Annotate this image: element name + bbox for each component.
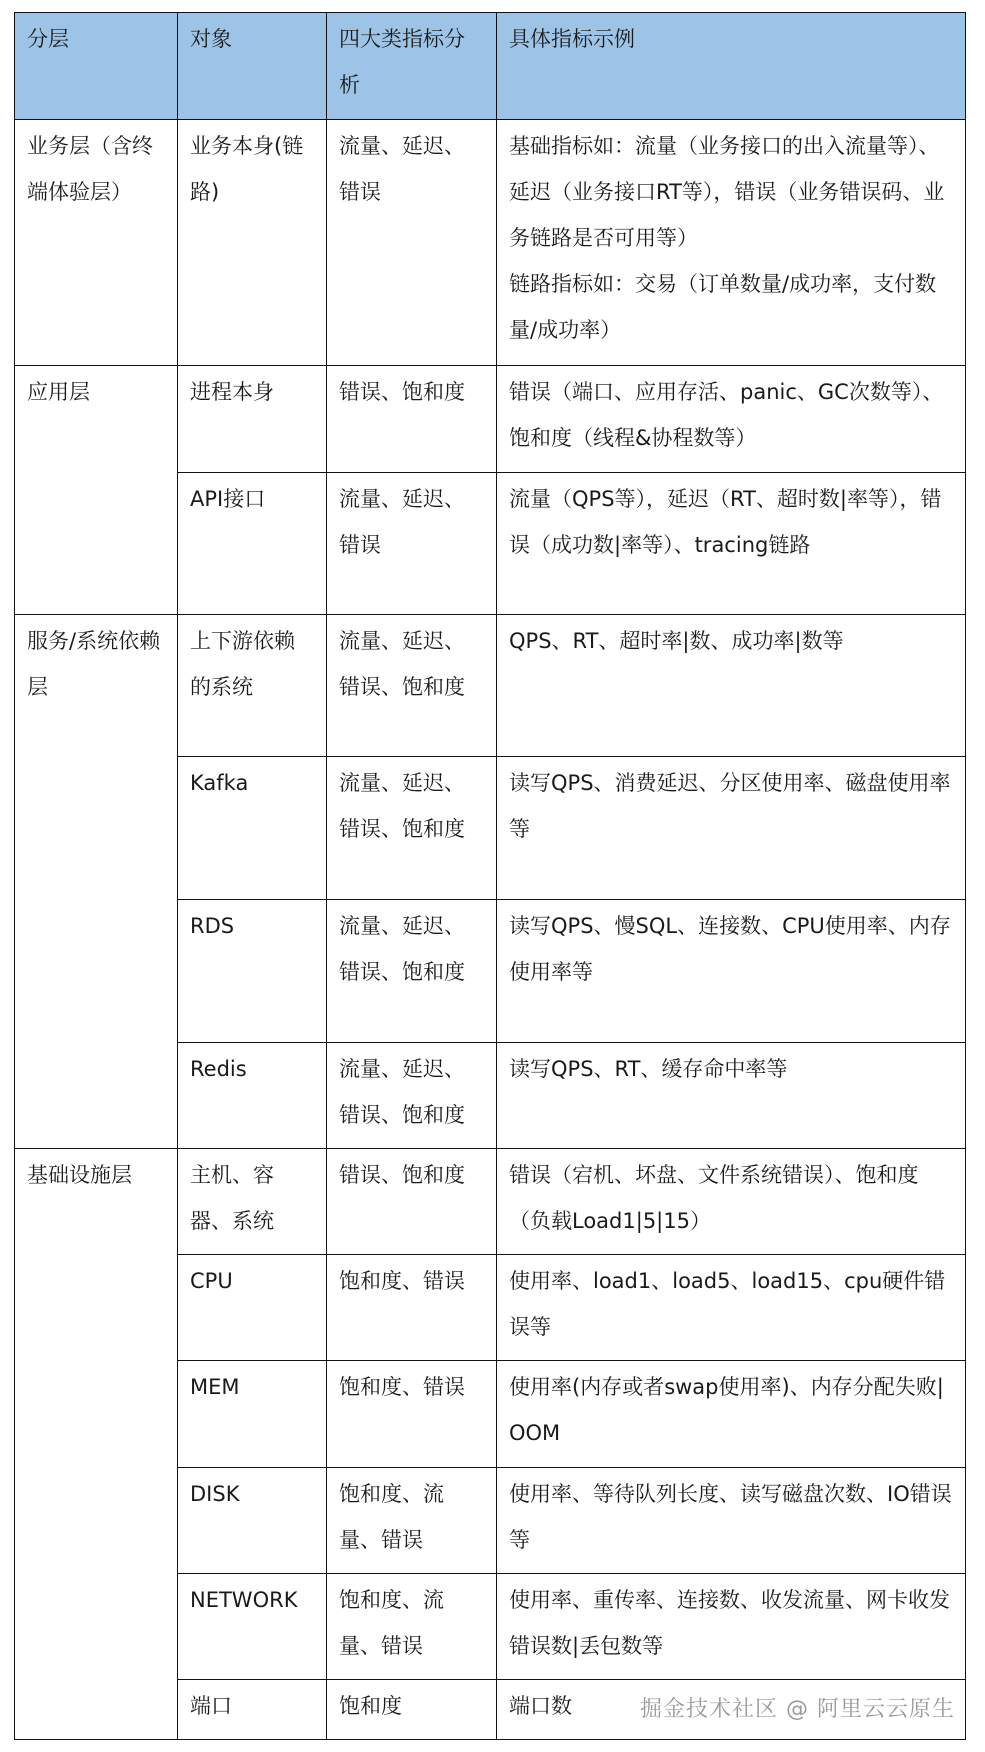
metrics-table	[14, 12, 966, 1740]
categories-cell: 饱和度、流量、错误	[327, 1574, 497, 1680]
table-row	[15, 120, 966, 366]
object-cell: CPU	[178, 1255, 327, 1361]
object-cell: 上下游依赖的系统	[178, 615, 327, 757]
categories-cell: 饱和度、错误	[327, 1255, 497, 1361]
header-object: 对象	[178, 13, 327, 120]
object-cell: MEM	[178, 1361, 327, 1468]
examples-cell: 使用率、load1、load5、load15、cpu硬件错误等	[497, 1255, 966, 1361]
object-cell: 业务本身(链路)	[178, 120, 327, 366]
table-row	[15, 366, 966, 473]
categories-cell: 流量、延迟、错误	[327, 120, 497, 366]
categories-cell: 流量、延迟、错误、饱和度	[327, 615, 497, 757]
examples-chain: 链路指标如：交易（订单数量/成功率，支付数量/成功率）	[509, 272, 937, 342]
examples-cell: 错误（宕机、坏盘、文件系统错误）、饱和度（负载Load1|5|15）	[497, 1149, 966, 1255]
header-row	[15, 13, 966, 120]
examples-cell: 流量（QPS等），延迟（RT、超时数|率等），错误（成功数|率等）、tracing链路	[497, 473, 966, 615]
object-cell: 进程本身	[178, 366, 327, 473]
header-categories: 四大类指标分析	[327, 13, 497, 120]
layer-cell: 服务/系统依赖层	[15, 615, 178, 1149]
object-cell: RDS	[178, 900, 327, 1043]
object-cell: API接口	[178, 473, 327, 615]
header-examples: 具体指标示例	[497, 13, 966, 120]
examples-cell: 读写QPS、慢SQL、连接数、CPU使用率、内存使用率等	[497, 900, 966, 1043]
categories-cell: 饱和度、流量、错误	[327, 1468, 497, 1574]
examples-cell: 读写QPS、RT、缓存命中率等	[497, 1043, 966, 1149]
examples-cell: 使用率(内存或者swap使用率)、内存分配失败|OOM	[497, 1361, 966, 1468]
layer-cell: 基础设施层	[15, 1149, 178, 1740]
layer-cell: 业务层（含终端体验层）	[15, 120, 178, 366]
categories-cell: 流量、延迟、错误、饱和度	[327, 1043, 497, 1149]
categories-cell: 流量、延迟、错误、饱和度	[327, 757, 497, 900]
categories-cell: 错误、饱和度	[327, 1149, 497, 1255]
examples-cell: 错误（端口、应用存活、panic、GC次数等）、饱和度（线程&协程数等）	[497, 366, 966, 473]
table-row	[15, 1149, 966, 1255]
object-cell: NETWORK	[178, 1574, 327, 1680]
object-cell: DISK	[178, 1468, 327, 1574]
examples-cell	[497, 120, 966, 366]
watermark: 掘金技术社区 @ 阿里云云原生	[640, 1697, 955, 1722]
table-row	[15, 615, 966, 757]
categories-cell: 流量、延迟、错误、饱和度	[327, 900, 497, 1043]
object-cell: 主机、容器、系统	[178, 1149, 327, 1255]
categories-cell: 流量、延迟、错误	[327, 473, 497, 615]
categories-cell: 错误、饱和度	[327, 366, 497, 473]
examples-cell: QPS、RT、超时率|数、成功率|数等	[497, 615, 966, 757]
layer-cell: 应用层	[15, 366, 178, 615]
examples-cell: 使用率、等待队列长度、读写磁盘次数、IO错误等	[497, 1468, 966, 1574]
examples-cell: 使用率、重传率、连接数、收发流量、网卡收发错误数|丢包数等	[497, 1574, 966, 1680]
examples-cell: 读写QPS、消费延迟、分区使用率、磁盘使用率等	[497, 757, 966, 900]
header-layer: 分层	[15, 13, 178, 120]
object-cell: 端口	[178, 1680, 327, 1740]
object-cell: Redis	[178, 1043, 327, 1149]
examples-basic: 基础指标如：流量（业务接口的出入流量等）、延迟（业务接口RT等），错误（业务错误码、业务链路是否可用等）	[509, 134, 945, 250]
examples-cell: 端口数	[497, 1680, 966, 1740]
categories-cell: 饱和度	[327, 1680, 497, 1740]
object-cell: Kafka	[178, 757, 327, 900]
categories-cell: 饱和度、错误	[327, 1361, 497, 1468]
